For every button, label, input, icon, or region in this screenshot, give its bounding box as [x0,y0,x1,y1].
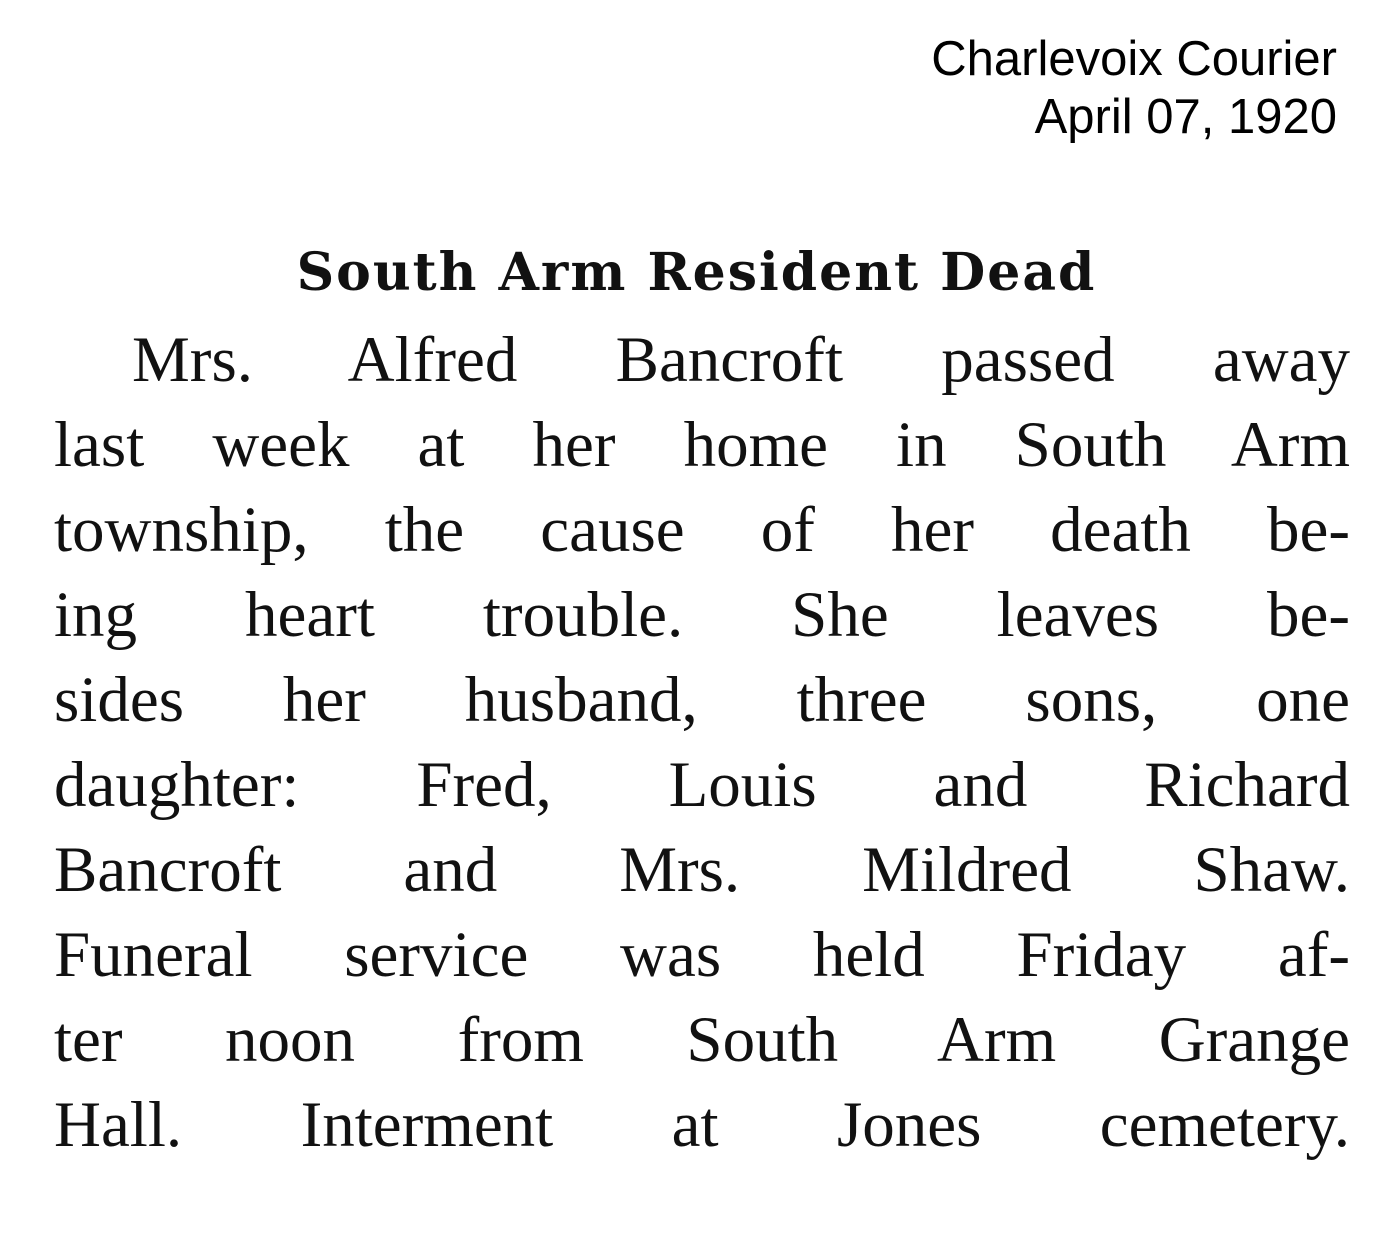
article-line: ing heart trouble. She leaves be- [54,579,1350,651]
article-line: Bancroft and Mrs. Mildred Shaw. [54,834,1350,906]
article-line: Hall. Interment at Jones cemetery. [54,1089,1350,1161]
article-line: Mrs. Alfred Bancroft passed away [132,324,1350,396]
publication-date: April 07, 1920 [1034,90,1337,144]
article-line: township, the cause of her death be- [54,494,1350,566]
article-line: Funeral service was held Friday af- [54,919,1350,991]
source-citation [931,30,1337,146]
newspaper-name: Charlevoix Courier [931,32,1337,86]
article-line: sides her husband, three sons, one [54,664,1350,736]
article-line: daughter: Fred, Louis and Richard [54,749,1350,821]
article-headline: South Arm Resident Dead [296,242,1097,303]
article-line: last week at her home in South Arm [54,409,1350,481]
article-body [54,318,1350,1168]
article-line: ter noon from South Arm Grange [54,1004,1350,1076]
